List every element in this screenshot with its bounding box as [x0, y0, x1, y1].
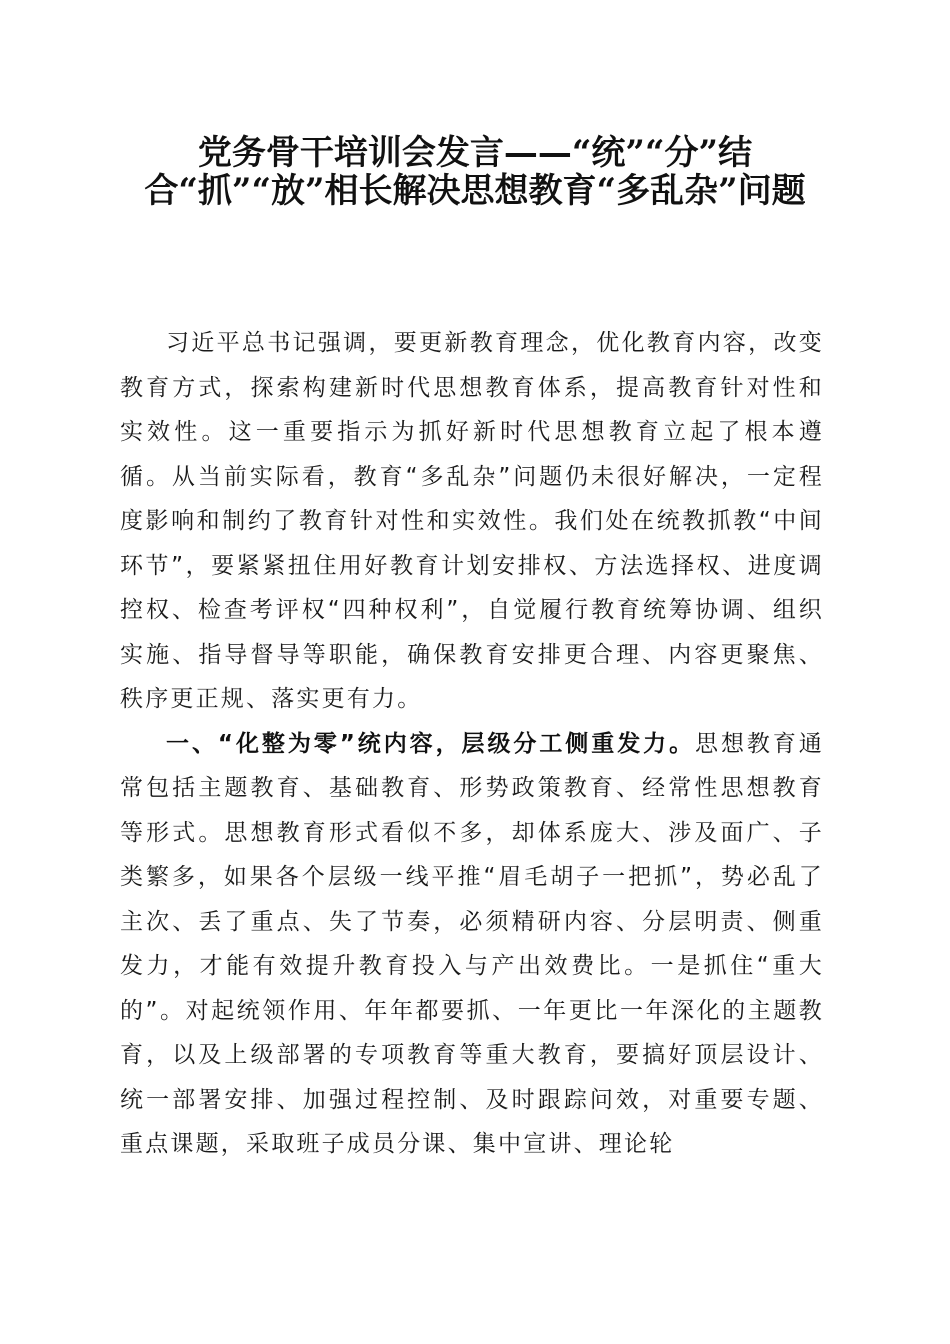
document-body: [120, 321, 824, 1167]
section-one-heading: 一、“化整为零”统内容，层级分工侧重发力。: [166, 730, 696, 757]
paragraph-section-one: [120, 722, 824, 1167]
document-title: 党务骨干培训会发言——“统”“分”结合“抓”“放”相长解决思想教育“多乱杂”问题: [144, 133, 806, 211]
section-one-text: 思想教育通常包括主题教育、基础教育、形势政策教育、经常性思想教育等形式。思想教育形式看似不多，却体系庞大、涉及面广、子类繁多，如果各个层级一线平推“眉毛胡子一把抓”，势必乱了主次、丢了重点、失了节奏，必须精研内容、分层明责、侧重发力，才能有效提升教育投入与产出效费比。一是抓住“重大的”。对起统领作用、年年都要抓、一年更比一年深化的主题教育，以及上级部署的专项教育等重大教育，要搞好顶层设计、统一部署安排、加强过程控制、及时跟踪问效，对重要专题、重点课题，采取班子成员分课、集中宣讲、理论轮: [120, 730, 825, 1157]
paragraph-intro: [120, 321, 824, 722]
paragraph-intro-text: 习近平总书记强调，要更新教育理念，优化教育内容，改变教育方式，探索构建新时代思想教育体系，提高教育针对性和实效性。这一重要指示为抓好新时代思想教育立起了根本遵循。从当前实际看，教育“多乱杂”问题仍未很好解决，一定程度影响和制约了教育针对性和实效性。我们处在统教抓教“中间环节”，要紧紧扭住用好教育计划安排权、方法选择权、进度调控权、检查考评权“四种权利”，自觉履行教育统筹协调、组织实施、指导督导等职能，确保教育安排更合理、内容更聚焦、秩序更正规、落实更有力。: [120, 330, 824, 712]
